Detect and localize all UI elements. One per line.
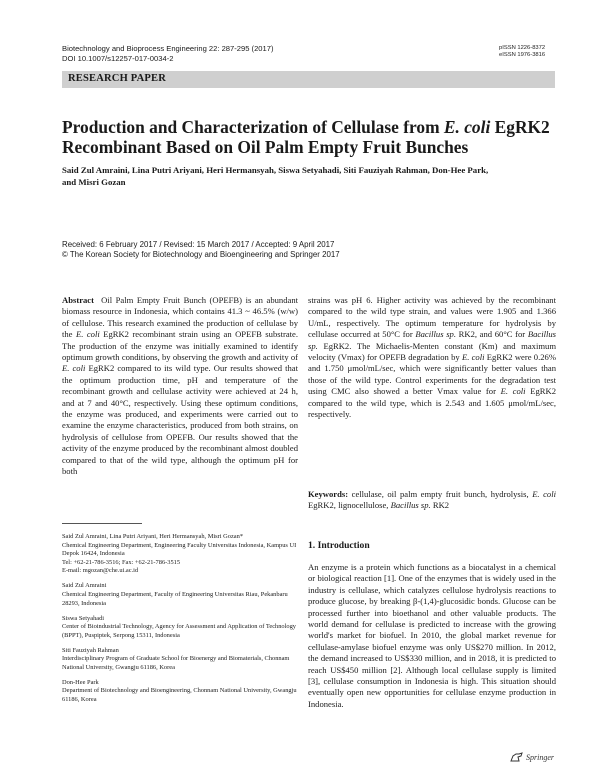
affiliation-line: Department of Biotechnology and Bioengineering, Chonnam National University, Gwangju 61186, Korea bbox=[62, 687, 297, 704]
abstract-text: EgRK2 recombinant strain using an OPEFB substrate. The production of the enzyme was initially examined to identify optimum growth conditions, by observing the growth and activity of bbox=[62, 329, 298, 363]
organism-name: E. coli bbox=[461, 352, 485, 363]
article-title bbox=[62, 117, 552, 157]
affiliation-block bbox=[62, 615, 298, 641]
affiliation-line: Chemical Engineering Department, Faculty of Engineering Universitas Riau, Pekanbaru 28293, Indonesia bbox=[62, 590, 288, 607]
title-line-2: Recombinant Based on Oil Palm Empty Fruit Bunches bbox=[62, 137, 469, 157]
journal-citation bbox=[62, 44, 442, 64]
introduction-text: An enzyme is a protein which functions as a biocatalyst in a chemical or biological reaction [1]. One of the enzymes that is widely used in the industry is cellulase, which catalyzes cellulose hydrolysis reactions to produce glucose, by breaking β-(1,4)-glucosidic bonds. Glucose can be processed further into bioethanol and other valuable products. The world demand for cellulase is predicted to increase with the growing world's market for biofuel. In 2010, the global market revenue for cellulase-amylase biofuel enzyme was only US$270 million. In 2012, the demand increased to US$330 million, and in 2018, it is predicted to reach US$450 million [2]. Although local cellulase supply is limited [3], cellulase consumption in Indonesia is high. This situation should eventually open new opportunities for cellulase enzyme production in Indonesia. bbox=[308, 562, 556, 709]
authors-line-2: and Misri Gozan bbox=[62, 177, 126, 187]
keywords-text: RK2 bbox=[430, 500, 450, 511]
affiliation-block bbox=[62, 679, 298, 705]
title-part: EgRK2 bbox=[490, 117, 550, 137]
abstract-text: Oil Palm Empty Fruit Bunch (OPEFB) is an abundant biomass resource in Indonesia, which contains 41.3 ~ 46.5% (w/w) of cellulose. This research examined the production of cellulase by the bbox=[62, 295, 299, 340]
organism-name: Bacillus sp. bbox=[390, 500, 431, 511]
journal-name: Biotechnology and Bioprocess Engineering 22: 287-295 (2017) bbox=[62, 44, 274, 53]
abstract-left bbox=[62, 295, 298, 478]
abstract-text: EgRK2. The Michaelis-Menten constant (Km) and maximum velocity (Vmax) for OPEFB degradation by bbox=[308, 340, 556, 363]
affiliation-block bbox=[62, 647, 298, 673]
keywords bbox=[308, 489, 556, 512]
affiliation-names: Said Zul Amraini bbox=[62, 582, 107, 590]
eissn: eISSN 1976-3816 bbox=[499, 52, 546, 58]
history-dates: Received: 6 February 2017 / Revised: 15 March 2017 / Accepted: 9 April 2017 bbox=[62, 240, 335, 249]
author-list bbox=[62, 164, 562, 188]
springer-horse-icon bbox=[510, 752, 524, 762]
abstract-text: EgRK2 were 0.26% and 1.750 μmol/mL/sec, which were significantly better values than those of the wild type. Control experiments for the degradation test using CMC also showed a better Vmax value for bbox=[308, 352, 556, 397]
issn-block bbox=[499, 45, 579, 59]
affiliation-names: Said Zul Amraini, Lina Putri Ariyani, Heri Hermansyah, Misri Gozan* bbox=[62, 533, 244, 540]
affiliation-line: Chemical Engineering Department, Engineering Faculty Universitas Indonesia, Kampus UI Depok 16424, Indonesia bbox=[62, 541, 297, 558]
affiliation-line: Interdisciplinary Program of Graduate School for Bioenergy and Biomaterials, Chonnam National University, Gwangju 61186, Korea bbox=[62, 655, 290, 671]
introduction-heading: 1. Introduction bbox=[308, 540, 370, 551]
affiliation-names: Don-Hee Park bbox=[62, 678, 99, 686]
abstract-text: RK2, and 60°C for bbox=[455, 329, 528, 340]
doi[interactable]: DOI 10.1007/s12257-017-0034-2 bbox=[62, 54, 174, 63]
authors-line-1: Said Zul Amraini, Lina Putri Ariyani, Heri Hermansyah, Siswa Setyahadi, Siti Fauziyah Rahman, Don-Hee Park, bbox=[62, 165, 489, 175]
abstract-text: EgRK2 compared to the wild type, which is 2.543 and 1.605 μmol/mL/sec, respectively. bbox=[308, 386, 556, 420]
section-label: RESEARCH PAPER bbox=[68, 73, 166, 84]
title-organism: E. coli bbox=[443, 117, 491, 137]
abstract-text: EgRK2 compared to its wild type. Our results showed that the optimum production time, pH and temperature of the recombinant growth and cellulase activity were achieved at 24 h, and at 7 and 40°C, respectively. Using these optimum conditions, the enzyme was produced, and experiments were carried out to examine the enzyme characteristics, produced from both strains, on hydrolysis of cellulose from OPEFB. Our results showed that the activity of the enzyme produced by the recombinant almost doubled compared to that of the wild type, although the optimum pH for both bbox=[62, 363, 298, 477]
organism-name: E. coli bbox=[75, 329, 100, 340]
affiliation-block bbox=[62, 582, 298, 608]
keywords-text: EgRK2, lignocellulose, bbox=[308, 500, 391, 511]
organism-name: E. coli bbox=[62, 363, 86, 374]
affiliation-line: Center of Bioindustrial Technology, Agency for Assessment and Application of Technology (BPPT), Puspiptek, Serpong 15311, Indonesia bbox=[62, 623, 296, 639]
affiliations bbox=[62, 533, 298, 711]
affiliation-line: Tel: +62-21-786-3516; Fax: +62-21-786-3515 bbox=[62, 558, 181, 566]
affiliation-block bbox=[62, 533, 298, 576]
affiliation-names: Siti Fauziyah Rahman bbox=[62, 646, 119, 654]
section-banner bbox=[62, 71, 555, 88]
publisher-name: Springer bbox=[526, 753, 554, 762]
organism-name: Bacillus sp. bbox=[308, 329, 556, 351]
copyright-notice: © The Korean Society for Biotechnology and Bioengineering and Springer 2017 bbox=[62, 250, 340, 259]
abstract-text: strains was pH 6. Higher activity was achieved by the recombinant compared to the wild type strain, and values were 1.905 and 1.366 U/mL, respectively. The optimum temperature for hydrolysis by cellulase occurred at 50°C for bbox=[308, 295, 556, 340]
organism-name: E. coli bbox=[500, 386, 526, 397]
affiliation-names: Siswa Setyahadi bbox=[62, 614, 105, 622]
abstract-label: Abstract bbox=[62, 295, 94, 305]
affiliation-email[interactable]: E-mail: mgozan@che.ui.ac.id bbox=[62, 567, 139, 575]
pissn: pISSN 1226-8372 bbox=[499, 45, 546, 51]
title-part: Production and Characterization of Cellulase from bbox=[62, 117, 444, 137]
abstract-right bbox=[308, 295, 556, 420]
organism-name: E. coli bbox=[532, 489, 556, 499]
keywords-label: Keywords: bbox=[308, 489, 349, 499]
publisher-logo bbox=[510, 752, 554, 762]
organism-name: Bacillus sp. bbox=[415, 329, 456, 340]
keywords-text: cellulase, oil palm empty fruit bunch, hydrolysis, bbox=[348, 489, 533, 499]
footnote-divider bbox=[62, 523, 142, 524]
